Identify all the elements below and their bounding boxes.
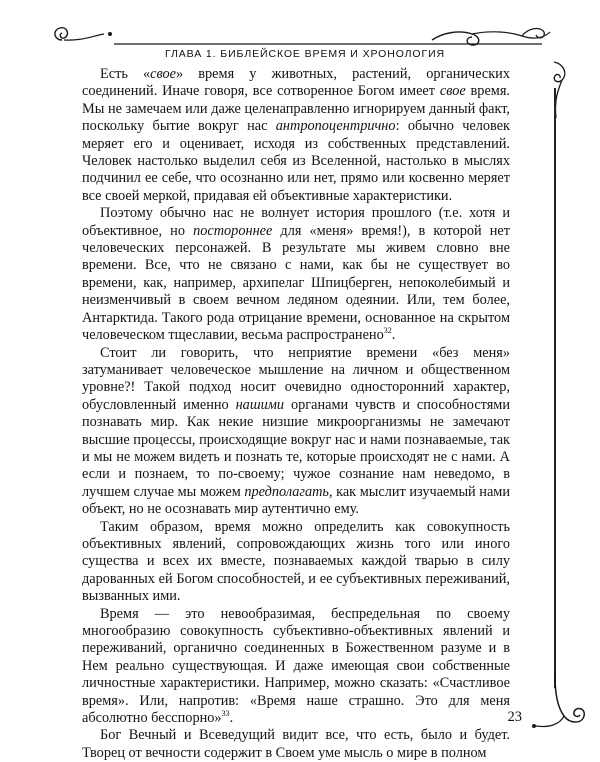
- footnote-ref: 32: [383, 326, 392, 336]
- paragraph: [82, 519, 510, 606]
- text-run: для «меня» время!), в которой нет человеческих персонажей. В результате мы живем словно вне времени. Все, что не связано с нами, как бы не существует во времени, как, например, архипелаг Шпицберген, непоколебимый и неизменчивый в своем вечном ледяном одеянии. Или, тем более, Антарктида. Такого рода отрицание времени, основанное на скрытом человеческом тщеславии, весьма распространено: [82, 222, 510, 344]
- page-frame-line: [554, 88, 556, 688]
- page-number: 23: [507, 709, 522, 725]
- text-run: Таким образом, время можно определить как совокупность объективных явлений, сопровождающих жизнь того или иного существа и всех их вместе, познаваемых каждой тварью в силу дарованных ей Богом способностей, и ее субъективных переживаний, вызванных ими.: [82, 518, 510, 605]
- body-text: [82, 66, 510, 762]
- side-flourish-ornament: [540, 60, 580, 120]
- emphasis-text: предполагать: [244, 483, 329, 500]
- text-run: органами чувств и способностями познавать мир. Как некие низшие микроорганизмы не замечают высшие процессы, происходящие вокруг нас и нами познаваемые, так и мы не можем видеть и познать те, которые происходят не с нами. А если и познаем, то по-своему; чужое сознание нам неведомо, в лучшем случае мы можем: [82, 396, 510, 500]
- text-run: Есть «: [100, 66, 151, 82]
- text-run: Бог Вечный и Всеведущий видит все, что есть, было и будет. Творец от вечности содержит в Своем уме мысль о мире в полном: [82, 727, 510, 761]
- text-run: Время — это невообразимая, беспредельная по своему многообразию совокупность субъективно-объективных явлений и переживаний, органично соединенных в Божественном разуме и в Нем реально существующая. И даже имеющая свои собственные личностные характеристики. Например, можно сказать: «Счастливое время». Или, напротив: «Время наше страшно. Это для меня абсолютно бесспорно»: [82, 605, 510, 727]
- emphasis-text: нашими: [235, 396, 285, 413]
- running-head: ГЛАВА 1. БИБЛЕЙСКОЕ ВРЕМЯ И ХРОНОЛОГИЯ: [164, 48, 446, 60]
- bottom-flourish-ornament: [530, 676, 590, 732]
- paragraph: [82, 205, 510, 344]
- emphasis-text: свое: [150, 66, 176, 82]
- text-run: Стоит ли говорить, что неприятие времени «без меня» затуманивает человеческое мышление на личном и общественном уровне?! Такой подход носит очевидно односторонний характер, обусловленный именно: [82, 344, 510, 413]
- text-run: .: [391, 327, 396, 344]
- emphasis-text: свое: [439, 83, 466, 100]
- text-run: .: [229, 710, 234, 727]
- emphasis-text: постороннее: [193, 222, 273, 239]
- paragraph: [82, 66, 510, 205]
- paragraph: [82, 727, 510, 762]
- emphasis-text: антропоцентрично: [275, 118, 396, 135]
- text-run: Поэтому обычно нас не волнует история прошлого (т.е. хотя и объективное, но: [82, 205, 510, 239]
- footnote-ref: 33: [221, 709, 230, 719]
- text-run: » время у животных, растений, органических соединений. Иначе говоря, все сотворенное Богом имеет: [82, 66, 510, 100]
- text-run: : обычно человек меряет его и оценивает, исходя из собственных представлений. Человек настолько выделил себя из Вселенной, настолько в мыслях подчинил ее себе, что осознанно или нет, прямо или косвенно меряет все своей меркой, придавая ей объективные характеристики.: [82, 118, 510, 204]
- text-run: , как мыслит изучаемый нами объект, но не осознавать мир аутентично ему.: [82, 483, 510, 518]
- text-run: время. Мы не замечаем или даже целенаправленно игнорируем данный факт, поскольку бытие вокруг нас: [82, 83, 510, 135]
- paragraph: [82, 345, 510, 519]
- paragraph: [82, 606, 510, 728]
